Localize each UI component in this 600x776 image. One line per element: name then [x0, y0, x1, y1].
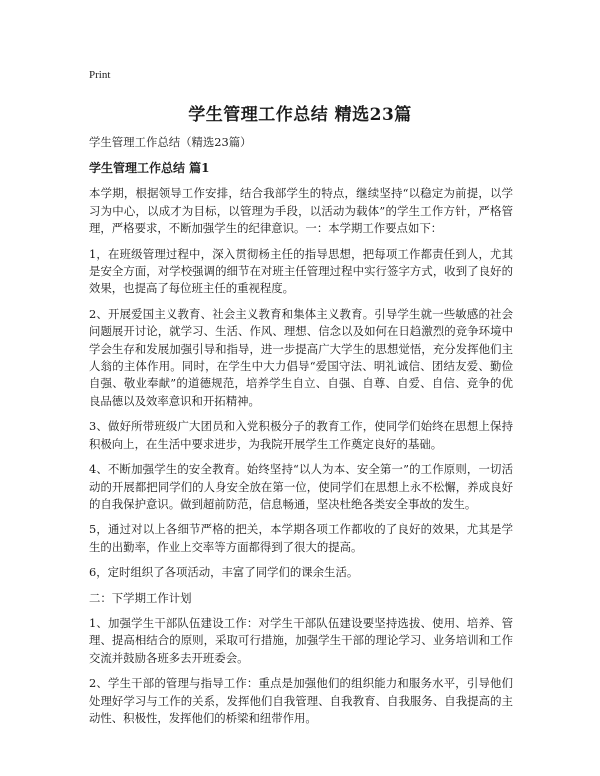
document-title: 学生管理工作总结 精选23篇: [188, 105, 412, 125]
paragraph-item-3: 3、做好所带班级广大团员和入党积极分子的教育工作，使同学们始终在思想上保持积极向上，在生活中要求进步，为我院开展学生工作奠定良好的基础。: [89, 419, 513, 451]
paragraph-item-5: 5，通过对以上各细节严格的把关，本学期各项工作都收的了良好的效果，尤其是学生的出勤率，作业上交率等方面都得到了很大的提高。: [89, 522, 513, 554]
paragraph-item-6: 6，定时组织了各项活动，丰富了同学们的课余生活。: [89, 565, 359, 580]
paragraph-item-1: 1，在班级管理过程中，深入贯彻杨主任的指导思想，把每项工作都责任到人，尤其是安全方面，对学校强调的细节在对班主任管理过程中实行签字方式，收到了良好的效果，也提高了每位班主任的重视程度。: [89, 246, 513, 296]
section-next-plan-heading: 二：下学期工作计划: [89, 590, 192, 605]
paragraph-plan-2: 2、学生干部的管理与指导工作：重点是加强他们的组织能力和服务水平，引导他们处理好学习与工作的关系，发挥他们自我管理、自我教育、自我服务、自我提高的主动性、积极性，发挥他们的桥梁和纽带作用。: [89, 676, 513, 725]
paragraph-plan-1: 1、加强学生干部队伍建设工作：对学生干部队伍建设要坚持选拔、使用、培养、管理、提高相结合的原则，采取可行措施，加强学生干部的理论学习、业务培训和工作交流并鼓励各班多去开班委会。: [89, 615, 513, 665]
document-subtitle: 学生管理工作总结（精选23篇）: [89, 135, 252, 149]
document-body: [89, 134, 513, 735]
paragraph-intro: 本学期，根据领导工作安排，结合我部学生的特点，继续坚持“以稳定为前提，以学习为中心，以成才为目标，以管理为手段，以活动为载体”的学生工作方针，严格管理，严格要求，不断加强学生的纪律意识。一：本学期工作要点如下：: [89, 186, 513, 236]
section-heading: 学生管理工作总结 篇1: [89, 161, 210, 176]
paragraph-item-2: 2、开展爱国主义教育、社会主义教育和集体主义教育。引导学生就一些敏感的社会问题展开讨论，就学习、生活、作风、理想、信念以及如何在日趋激烈的竞争环境中学会生存和发展加强引导和指导，进一步提高广大学生的思想觉悟，充分发挥他们主人翁的主体作用。同时，在学生中大力倡导“爱国守法、明礼诚信、团结友爱、勤俭自强、敬业奉献”的道德规范，培养学生自立、自强、自尊、自爱、自信、竞争的优良品德以及效率意识和开拓精神。: [89, 306, 513, 408]
print-link[interactable]: Print: [89, 69, 111, 81]
paragraph-item-4: 4、不断加强学生的安全教育。始终坚持“以人为本、安全第一”的工作原则，一切活动的开展都把同学们的人身安全放在第一位，使同学们在思想上永不松懈，养成良好的自我保护意识。做到超前防范，信息畅通，坚决杜绝各类安全事故的发生。: [89, 462, 513, 511]
